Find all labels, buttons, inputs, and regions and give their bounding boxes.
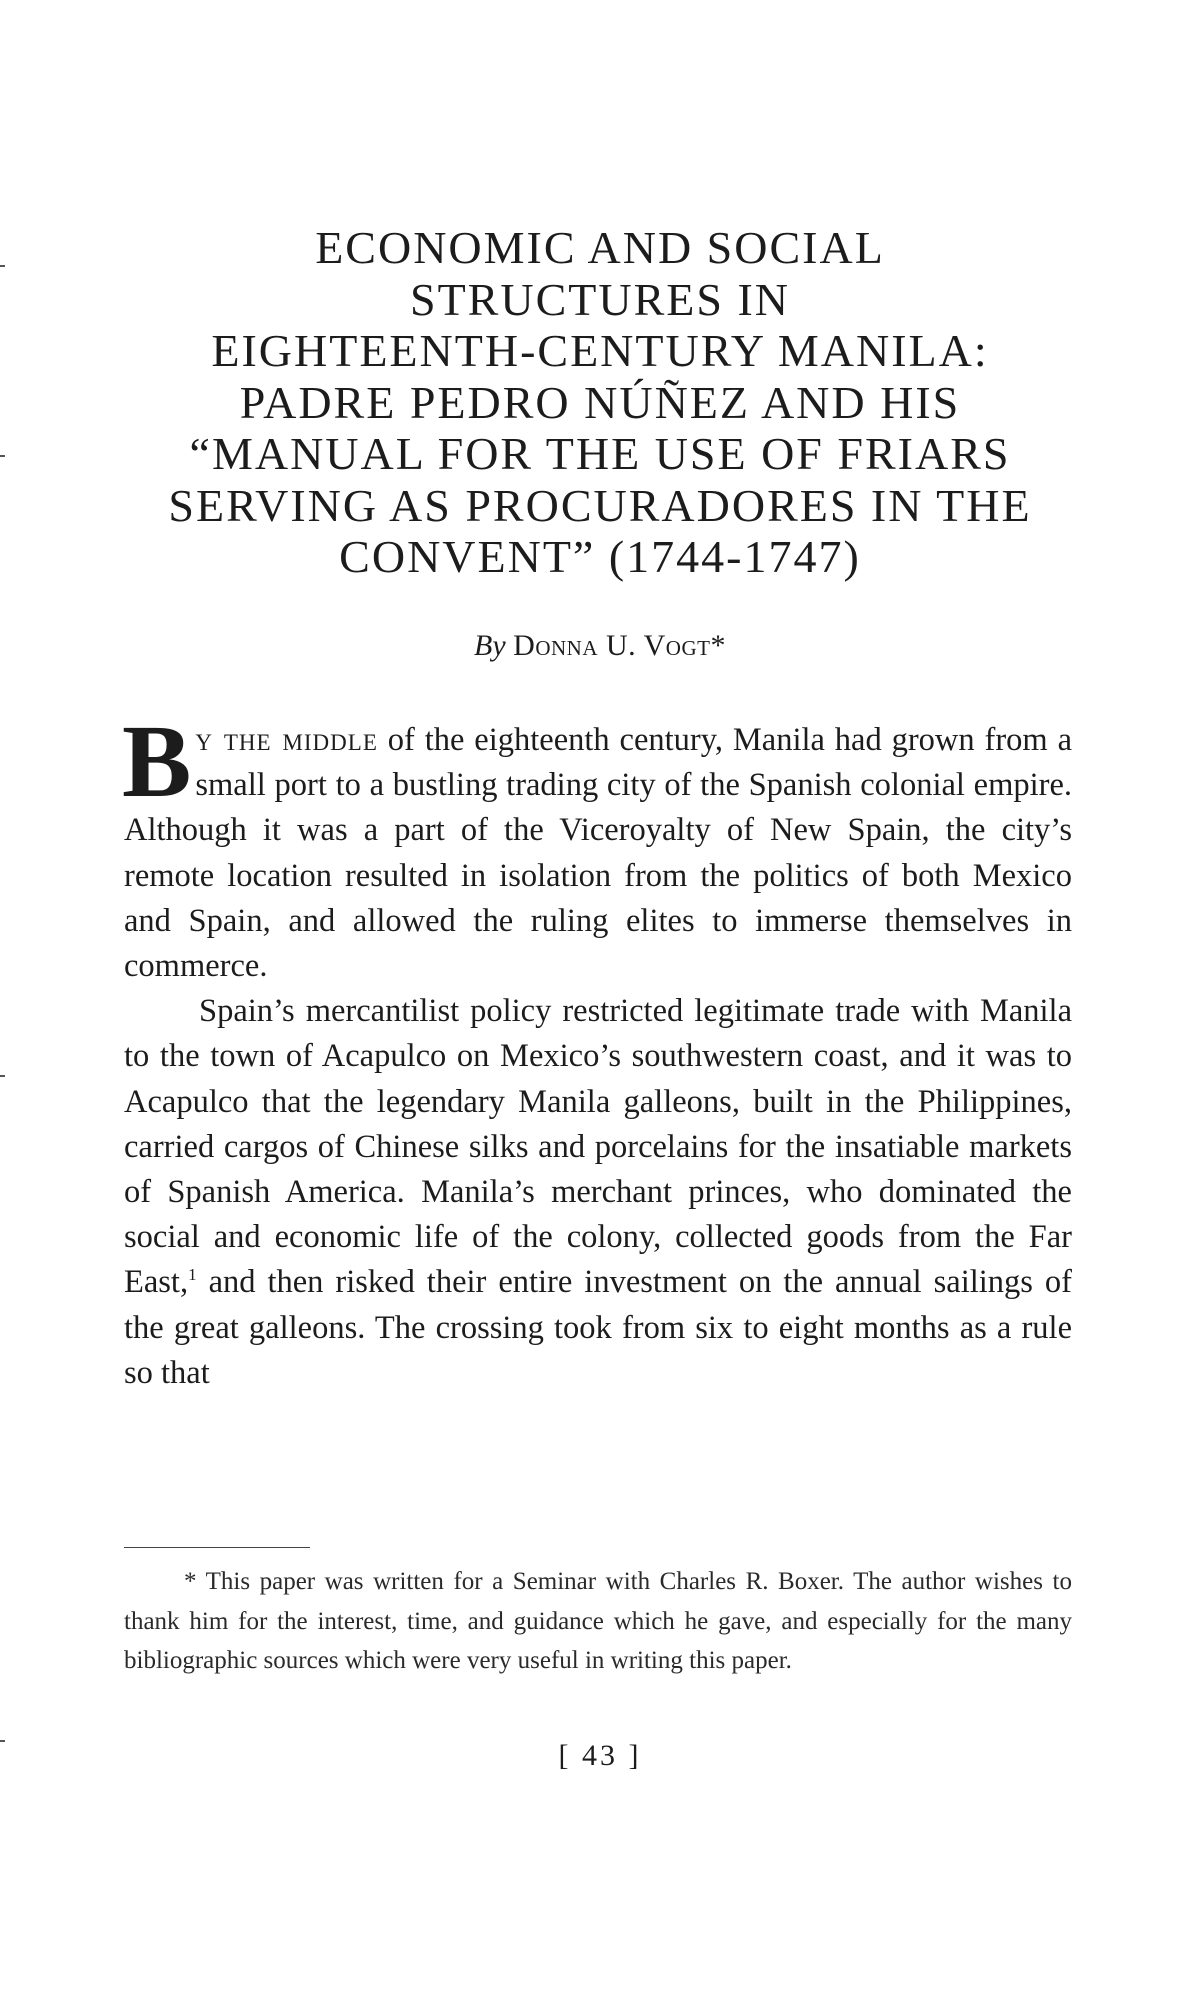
drop-cap: B	[122, 704, 192, 819]
body-paragraph	[124, 989, 1072, 1396]
lead-in-small-caps: y the middle	[195, 722, 378, 758]
article-body	[122, 704, 1072, 1396]
title-line: CONVENT” (1744-1747)	[339, 531, 861, 582]
title-line: SERVING AS PROCURADORES IN THE	[168, 479, 1032, 531]
byline-author: Donna U. Vogt*	[513, 629, 726, 662]
byline	[0, 628, 1200, 664]
paragraph-text: Spain’s mercantilist policy restricted legitimate trade with Manila to the town of Acapulco on Mexico’s southwestern coast, and it was to Acapulco that the legendary Manila galleons, built in the Philippines, carried cargos of Chinese silks and porcelains for the insatiable markets of Spanish America. Manila’s merchant princes, who dominated the social and economic life of the colony, collected goods from the Far East,	[124, 993, 1072, 1301]
article-title	[110, 222, 1090, 583]
body-paragraph	[122, 704, 1072, 989]
footnote-reference: 1	[188, 1265, 197, 1285]
page-number: [ 43 ]	[558, 1739, 642, 1772]
footnote-divider	[124, 1547, 310, 1548]
title-line: EIGHTEENTH-CENTURY MANILA:	[211, 325, 989, 376]
scan-edge-mark	[0, 1740, 5, 1742]
scan-edge-mark	[0, 455, 5, 457]
paragraph-text: of the eighteenth century, Manila had grown from a small port to a bustling trading city of the Spanish colonial empire. Although it was a part of the Viceroyalty of New Spain, the city’s remote location resulted in isolation from the politics of both Mexico and Spain, and allowed the ruling elites to immerse themselves in commerce.	[124, 722, 1072, 985]
byline-by: By	[474, 629, 506, 662]
title-line: PADRE PEDRO NÚÑEZ AND HIS	[239, 376, 961, 428]
paragraph-text: and then risked their entire investment on the annual sailings of the great galleons. The crossing took from six to eight months as a rule so that	[124, 1264, 1072, 1391]
footnote: * This paper was written for a Seminar with Charles R. Boxer. The author wishes to thank him for the interest, time, and guidance which he gave, and especially for the many bibliographic sources which were very useful in writing this paper.	[124, 1568, 1072, 1674]
scan-edge-mark	[0, 1075, 5, 1077]
scan-edge-mark	[0, 265, 5, 267]
title-line: “MANUAL FOR THE USE OF FRIARS	[189, 428, 1011, 479]
title-line: STRUCTURES IN	[410, 273, 790, 325]
title-line: ECONOMIC AND SOCIAL	[315, 222, 885, 273]
